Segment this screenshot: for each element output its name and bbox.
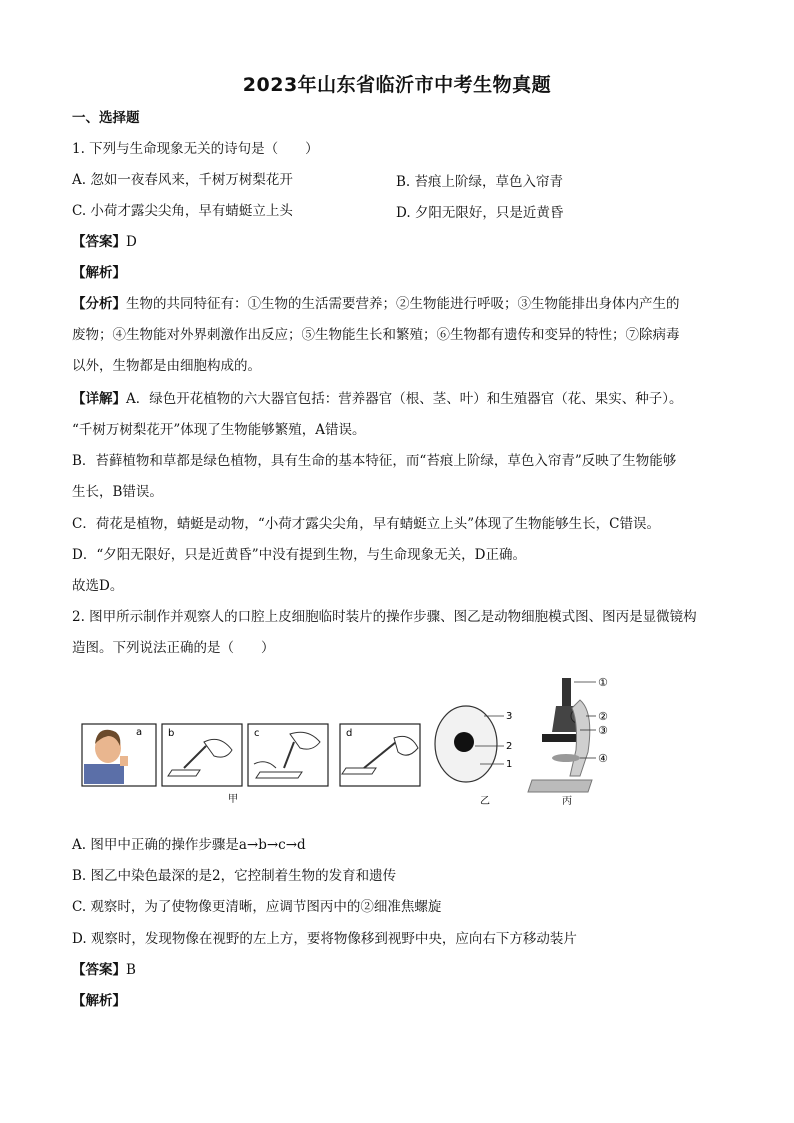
step-a-label: a — [136, 727, 143, 738]
section-heading: 一、选择题 — [72, 110, 140, 126]
microscope-label-2: ② — [598, 710, 608, 723]
q1-fenxi-line-3: 以外，生物都是由细胞构成的。 — [72, 358, 261, 374]
bing-label: 丙 — [562, 796, 572, 807]
microscope-label-3: ③ — [598, 724, 608, 737]
q2-answer-line — [72, 960, 136, 980]
q1-detail-line-4: 生长，B错误。 — [72, 484, 163, 500]
microscope-diagram — [528, 676, 608, 807]
step-b-panel — [162, 724, 242, 786]
q2-figure — [80, 672, 620, 812]
yi-label: 乙 — [480, 796, 490, 807]
answer-tag: 【答案】 — [72, 234, 126, 250]
detail-tag: 【详解】 — [72, 391, 126, 407]
cell-diagram — [435, 706, 512, 807]
q1-option-c: C. 小荷才露尖尖角，早有蜻蜓立上头 — [72, 203, 293, 219]
page-title: 2023年山东省临沂市中考生物真题 — [242, 74, 552, 96]
answer-value: D — [126, 234, 137, 250]
cell-label-1: 1 — [506, 759, 513, 770]
q1-conclusion: 故选D。 — [72, 578, 124, 594]
jia-label: 甲 — [228, 794, 238, 805]
q1-option-a: A. 忽如一夜春风来，千树万树梨花开 — [72, 172, 293, 188]
step-d-panel — [340, 724, 420, 786]
q2-option-d: D. 观察时，发现物像在视野的左上方，要将物像移到视野中央，应向右下方移动装片 — [72, 931, 577, 947]
microscope-label-4: ④ — [598, 752, 608, 765]
q1-detail-line-6: D．“夕阳无限好，只是近黄昏”中没有提到生物，与生命现象无关，D正确。 — [72, 547, 526, 563]
analysis-tag: 【解析】 — [72, 993, 126, 1009]
detail-text-1: A．绿色开花植物的六大器官包括：营养器官（根、茎、叶）和生殖器官（花、果实、种子）。 — [126, 391, 683, 407]
step-a-panel — [82, 724, 156, 786]
q1-stem: 1. 下列与生命现象无关的诗句是（ ） — [72, 141, 319, 157]
q1-option-b: B. 苔痕上阶绿，草色入帘青 — [396, 174, 564, 190]
q1-detail-line-1 — [72, 389, 683, 409]
q1-fenxi-line-2: 废物；④生物能对外界刺激作出反应；⑤生物能生长和繁殖；⑥生物都有遗传和变异的特性；⑦除病毒 — [72, 327, 680, 343]
q2-option-c: C. 观察时，为了使物像更清晰，应调节图丙中的②细准焦螺旋 — [72, 899, 442, 915]
cell-label-2: 2 — [506, 741, 513, 752]
q1-detail-line-5: C．荷花是植物，蜻蜓是动物，“小荷才露尖尖角，早有蜻蜓立上头”体现了生物能够生长，C错误。 — [72, 516, 660, 532]
q1-fenxi-line-1 — [72, 294, 680, 314]
q1-option-d: D. 夕阳无限好，只是近黄昏 — [396, 205, 564, 221]
answer-tag: 【答案】 — [72, 962, 126, 978]
q1-detail-line-2: “千树万树梨花开”体现了生物能够繁殖，A错误。 — [72, 422, 366, 438]
cell-label-3: 3 — [506, 711, 513, 722]
answer-value: B — [126, 962, 136, 978]
q1-answer-line — [72, 232, 137, 252]
q2-option-b: B. 图乙中染色最深的是2，它控制着生物的发育和遗传 — [72, 868, 397, 884]
step-d-label: d — [346, 728, 353, 739]
step-b-label: b — [168, 728, 175, 739]
q2-option-a: A. 图甲中正确的操作步骤是a→b→c→d — [72, 837, 306, 853]
q2-stem-line-2: 造图。下列说法正确的是（ ） — [72, 640, 275, 656]
fenxi-tag: 【分析】 — [72, 296, 126, 312]
fenxi-text-1: 生物的共同特征有：①生物的生活需要营养；②生物能进行呼吸；③生物能排出身体内产生的 — [126, 296, 680, 312]
q1-detail-line-3: B．苔藓植物和草都是绿色植物，具有生命的基本特征，而“苔痕上阶绿，草色入帘青”反映了生物能够 — [72, 453, 677, 469]
step-c-panel — [248, 724, 328, 786]
q2-stem-line-1: 2. 图甲所示制作并观察人的口腔上皮细胞临时装片的操作步骤、图乙是动物细胞模式图、图丙是显微镜构 — [72, 609, 697, 625]
q2-figure-svg — [80, 672, 620, 812]
step-c-label: c — [254, 728, 260, 739]
microscope-label-1: ① — [598, 676, 608, 689]
analysis-tag: 【解析】 — [72, 265, 126, 281]
